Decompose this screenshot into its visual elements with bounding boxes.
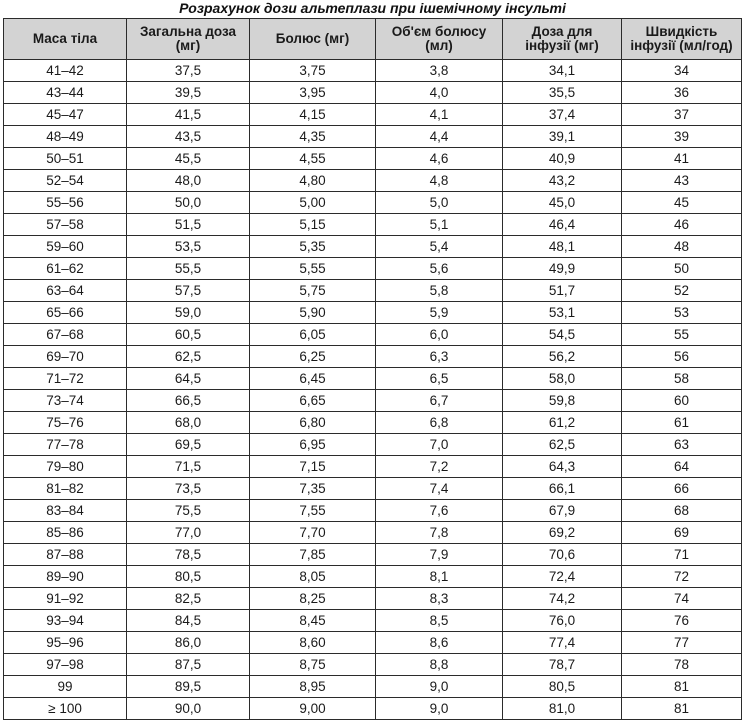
table-body [4, 60, 742, 720]
column-header [622, 19, 742, 60]
table-cell: 52–54 [4, 170, 127, 192]
table-cell: 55–56 [4, 192, 127, 214]
table-cell: 43,5 [127, 126, 250, 148]
table-cell: 51,7 [503, 280, 622, 302]
table-row [4, 390, 742, 412]
table-cell: 50,0 [127, 192, 250, 214]
table-cell: 77 [622, 632, 742, 654]
table-cell: 87–88 [4, 544, 127, 566]
table-cell: 78,5 [127, 544, 250, 566]
table-cell: 53,5 [127, 236, 250, 258]
table-row [4, 544, 742, 566]
table-cell: 64,5 [127, 368, 250, 390]
table-cell: 86,0 [127, 632, 250, 654]
table-cell: 9,0 [376, 676, 503, 698]
table-cell: 72 [622, 566, 742, 588]
table-cell: 7,2 [376, 456, 503, 478]
table-cell: 45–47 [4, 104, 127, 126]
table-cell: 37,4 [503, 104, 622, 126]
header-row [4, 19, 742, 60]
table-cell: 61–62 [4, 258, 127, 280]
table-cell: 62,5 [503, 434, 622, 456]
column-header [503, 19, 622, 60]
table-row [4, 170, 742, 192]
table-row [4, 566, 742, 588]
table-cell: 8,3 [376, 588, 503, 610]
table-cell: 56,2 [503, 346, 622, 368]
table-cell: 67,9 [503, 500, 622, 522]
column-header [4, 19, 127, 60]
table-cell: 5,0 [376, 192, 503, 214]
table-cell: 67–68 [4, 324, 127, 346]
table-cell: 4,35 [250, 126, 376, 148]
table-row [4, 214, 742, 236]
table-cell: 70,6 [503, 544, 622, 566]
table-cell: 64 [622, 456, 742, 478]
table-cell: 35,5 [503, 82, 622, 104]
table-cell: 41 [622, 148, 742, 170]
table-cell: 60 [622, 390, 742, 412]
table-cell: 7,35 [250, 478, 376, 500]
table-cell: ≥ 100 [4, 698, 127, 720]
table-cell: 7,85 [250, 544, 376, 566]
table-cell: 8,45 [250, 610, 376, 632]
table-cell: 48,1 [503, 236, 622, 258]
table-cell: 5,6 [376, 258, 503, 280]
table-cell: 77,0 [127, 522, 250, 544]
table-cell: 74,2 [503, 588, 622, 610]
table-cell: 84,5 [127, 610, 250, 632]
table-row [4, 258, 742, 280]
table-cell: 8,75 [250, 654, 376, 676]
column-header [127, 19, 250, 60]
table-cell: 34 [622, 60, 742, 82]
table-cell: 55 [622, 324, 742, 346]
table-cell: 8,6 [376, 632, 503, 654]
table-cell: 8,05 [250, 566, 376, 588]
table-cell: 43,2 [503, 170, 622, 192]
table-cell: 63–64 [4, 280, 127, 302]
table-cell: 5,75 [250, 280, 376, 302]
table-row [4, 324, 742, 346]
table-cell: 66,1 [503, 478, 622, 500]
table-cell: 89,5 [127, 676, 250, 698]
table-cell: 6,65 [250, 390, 376, 412]
table-cell: 60,5 [127, 324, 250, 346]
table-cell: 6,3 [376, 346, 503, 368]
table-cell: 7,0 [376, 434, 503, 456]
table-cell: 95–96 [4, 632, 127, 654]
table-cell: 58 [622, 368, 742, 390]
table-cell: 77,4 [503, 632, 622, 654]
table-cell: 62,5 [127, 346, 250, 368]
table-cell: 6,7 [376, 390, 503, 412]
table-cell: 72,4 [503, 566, 622, 588]
table-cell: 39,1 [503, 126, 622, 148]
column-header [250, 19, 376, 60]
table-cell: 71,5 [127, 456, 250, 478]
table-cell: 41,5 [127, 104, 250, 126]
table-cell: 76 [622, 610, 742, 632]
table-cell: 45,5 [127, 148, 250, 170]
table-cell: 97–98 [4, 654, 127, 676]
table-cell: 3,75 [250, 60, 376, 82]
table-cell: 63 [622, 434, 742, 456]
table-cell: 76,0 [503, 610, 622, 632]
table-cell: 6,45 [250, 368, 376, 390]
table-cell: 61,2 [503, 412, 622, 434]
table-cell: 4,55 [250, 148, 376, 170]
table-row [4, 478, 742, 500]
table-cell: 68,0 [127, 412, 250, 434]
table-row [4, 192, 742, 214]
table-cell: 3,8 [376, 60, 503, 82]
table-cell: 54,5 [503, 324, 622, 346]
table-cell: 51,5 [127, 214, 250, 236]
table-cell: 53,1 [503, 302, 622, 324]
table-cell: 75,5 [127, 500, 250, 522]
table-cell: 43–44 [4, 82, 127, 104]
column-header-line: (мл) [425, 38, 453, 53]
column-header [376, 19, 503, 60]
table-row [4, 610, 742, 632]
table-cell: 78,7 [503, 654, 622, 676]
table-cell: 3,95 [250, 82, 376, 104]
table-cell: 64,3 [503, 456, 622, 478]
table-cell: 89–90 [4, 566, 127, 588]
table-cell: 57–58 [4, 214, 127, 236]
table-cell: 7,55 [250, 500, 376, 522]
table-row [4, 500, 742, 522]
table-cell: 4,0 [376, 82, 503, 104]
table-cell: 49,9 [503, 258, 622, 280]
table-cell: 82,5 [127, 588, 250, 610]
table-cell: 48,0 [127, 170, 250, 192]
table-cell: 7,15 [250, 456, 376, 478]
table-cell: 34,1 [503, 60, 622, 82]
table-cell: 5,4 [376, 236, 503, 258]
table-cell: 50 [622, 258, 742, 280]
table-cell: 59–60 [4, 236, 127, 258]
table-cell: 66 [622, 478, 742, 500]
column-header-line: Доза для [531, 24, 593, 39]
table-cell: 57,5 [127, 280, 250, 302]
table-cell: 6,95 [250, 434, 376, 456]
table-cell: 99 [4, 676, 127, 698]
table-cell: 85–86 [4, 522, 127, 544]
table-cell: 69–70 [4, 346, 127, 368]
table-row [4, 82, 742, 104]
table-cell: 46 [622, 214, 742, 236]
column-header-line: Швидкість [645, 24, 718, 39]
table-cell: 5,8 [376, 280, 503, 302]
table-row [4, 698, 742, 720]
table-row [4, 456, 742, 478]
table-cell: 74 [622, 588, 742, 610]
table-cell: 59,8 [503, 390, 622, 412]
table-cell: 78 [622, 654, 742, 676]
table-cell: 8,60 [250, 632, 376, 654]
table-header [4, 19, 742, 60]
table-cell: 6,05 [250, 324, 376, 346]
table-row [4, 148, 742, 170]
page-title: Розрахунок дози альтеплази при ішемічному інсульті [179, 0, 566, 16]
table-row [4, 368, 742, 390]
table-cell: 6,0 [376, 324, 503, 346]
table-cell: 7,4 [376, 478, 503, 500]
table-cell: 69,2 [503, 522, 622, 544]
table-cell: 5,55 [250, 258, 376, 280]
table-cell: 40,9 [503, 148, 622, 170]
column-header-line: Об'єм болюсу [391, 24, 487, 39]
table-cell: 79–80 [4, 456, 127, 478]
table-cell: 43 [622, 170, 742, 192]
table-row [4, 654, 742, 676]
table-row [4, 60, 742, 82]
table-cell: 37,5 [127, 60, 250, 82]
table-cell: 5,35 [250, 236, 376, 258]
table-cell: 81–82 [4, 478, 127, 500]
table-row [4, 434, 742, 456]
table-row [4, 280, 742, 302]
table-cell: 50–51 [4, 148, 127, 170]
table-cell: 58,0 [503, 368, 622, 390]
table-cell: 5,00 [250, 192, 376, 214]
table-cell: 7,8 [376, 522, 503, 544]
table-cell: 52 [622, 280, 742, 302]
table-cell: 80,5 [503, 676, 622, 698]
table-cell: 81 [622, 676, 742, 698]
table-cell: 75–76 [4, 412, 127, 434]
table-cell: 45 [622, 192, 742, 214]
table-row [4, 104, 742, 126]
table-row [4, 632, 742, 654]
table-cell: 93–94 [4, 610, 127, 632]
table-cell: 8,25 [250, 588, 376, 610]
table-cell: 5,15 [250, 214, 376, 236]
table-cell: 48–49 [4, 126, 127, 148]
table-row [4, 412, 742, 434]
table-row [4, 302, 742, 324]
table-cell: 39,5 [127, 82, 250, 104]
table-row [4, 522, 742, 544]
table-cell: 56 [622, 346, 742, 368]
table-cell: 39 [622, 126, 742, 148]
table-cell: 83–84 [4, 500, 127, 522]
table-cell: 4,4 [376, 126, 503, 148]
table-cell: 69 [622, 522, 742, 544]
table-cell: 87,5 [127, 654, 250, 676]
table-row [4, 126, 742, 148]
table-cell: 5,1 [376, 214, 503, 236]
table-cell: 4,1 [376, 104, 503, 126]
table-cell: 8,1 [376, 566, 503, 588]
table-cell: 73,5 [127, 478, 250, 500]
table-cell: 8,8 [376, 654, 503, 676]
table-cell: 41–42 [4, 60, 127, 82]
table-cell: 61 [622, 412, 742, 434]
table-cell: 81 [622, 698, 742, 720]
table-cell: 6,25 [250, 346, 376, 368]
column-header-line: Маса тіла [32, 31, 98, 46]
table-cell: 7,9 [376, 544, 503, 566]
table-cell: 6,8 [376, 412, 503, 434]
table-cell: 77–78 [4, 434, 127, 456]
table-cell: 91–92 [4, 588, 127, 610]
table-cell: 5,9 [376, 302, 503, 324]
table-cell: 45,0 [503, 192, 622, 214]
column-header-line: (мг) [175, 38, 201, 53]
table-cell: 46,4 [503, 214, 622, 236]
table-cell: 6,5 [376, 368, 503, 390]
table-cell: 80,5 [127, 566, 250, 588]
table-cell: 4,6 [376, 148, 503, 170]
column-header-line: Загальна доза [139, 24, 237, 39]
table-cell: 48 [622, 236, 742, 258]
table-cell: 9,0 [376, 698, 503, 720]
table-cell: 66,5 [127, 390, 250, 412]
table-cell: 4,15 [250, 104, 376, 126]
table-cell: 73–74 [4, 390, 127, 412]
table-cell: 5,90 [250, 302, 376, 324]
table-row [4, 236, 742, 258]
table-cell: 71 [622, 544, 742, 566]
table-row [4, 346, 742, 368]
table-cell: 6,80 [250, 412, 376, 434]
table-cell: 7,6 [376, 500, 503, 522]
table-cell: 37 [622, 104, 742, 126]
table-cell: 90,0 [127, 698, 250, 720]
table-row [4, 676, 742, 698]
table-cell: 71–72 [4, 368, 127, 390]
table-cell: 55,5 [127, 258, 250, 280]
table-cell: 9,00 [250, 698, 376, 720]
table-cell: 81,0 [503, 698, 622, 720]
table-cell: 65–66 [4, 302, 127, 324]
dose-table [3, 18, 742, 720]
table-cell: 7,70 [250, 522, 376, 544]
table-cell: 69,5 [127, 434, 250, 456]
table-cell: 8,5 [376, 610, 503, 632]
table-cell: 4,8 [376, 170, 503, 192]
table-cell: 68 [622, 500, 742, 522]
table-cell: 59,0 [127, 302, 250, 324]
table-cell: 4,80 [250, 170, 376, 192]
table-cell: 36 [622, 82, 742, 104]
column-header-line: інфузії (мг) [525, 38, 599, 53]
column-header-line: інфузії (мл/год) [630, 38, 733, 53]
table-cell: 53 [622, 302, 742, 324]
table-cell: 8,95 [250, 676, 376, 698]
table-row [4, 588, 742, 610]
column-header-line: Болюс (мг) [275, 31, 350, 46]
